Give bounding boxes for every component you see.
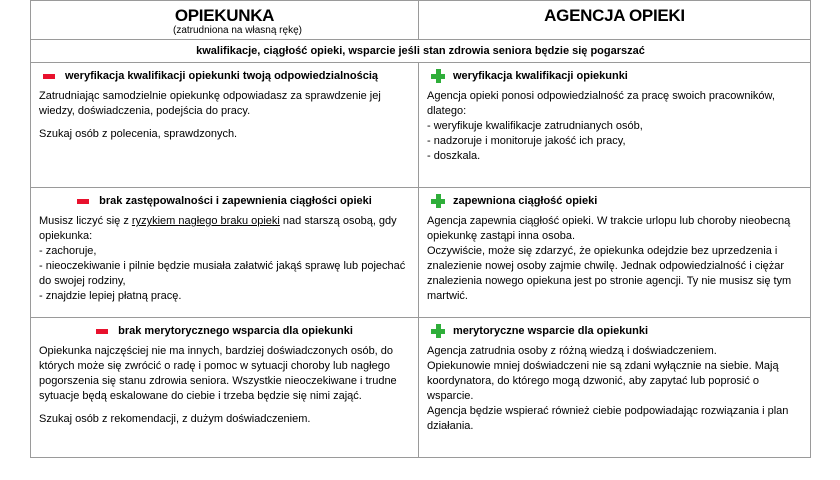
row2-left-p1	[39, 214, 410, 244]
row2-left-line1: - zachoruje,	[39, 245, 97, 257]
row3-left-title	[39, 324, 410, 338]
row1-left-cell	[31, 63, 419, 188]
row3-left-p1: Opiekunka najczęściej nie ma innych, bardziej doświadczonych osób, do których może się zwrócić o radę i pomoc w sytuacji choroby lub nagłego pogorszenia się stanu zdrowia seniora. Wszystkie nieoczekiwane i trudne sytuacje będą eskalowane do ciebie i trzeba będzie się nimi zająć.	[39, 345, 397, 402]
row3-left-cell	[31, 318, 419, 458]
row2-right-title-text: zapewniona ciągłość opieki	[453, 195, 598, 207]
row3-right-title	[427, 324, 802, 338]
header-left-title: OPIEKUNKA	[174, 6, 275, 25]
minus-icon	[43, 74, 55, 79]
row1-left-title	[39, 69, 410, 83]
plus-icon	[431, 194, 445, 208]
row1-right-cell	[419, 63, 811, 188]
row3-right-cell	[419, 318, 811, 458]
subheader: kwalifikacje, ciągłość opieki, wsparcie jeśli stan zdrowia seniora będzie się pogarszać	[31, 40, 811, 63]
row3-right-line1: Agencja zatrudnia osoby z różną wiedzą i doświadczeniem.	[427, 345, 717, 357]
header-agencja	[419, 1, 811, 40]
row1-right-line1: Agencja opieki ponosi odpowiedzialność za pracę swoich pracowników, dlatego:	[427, 90, 775, 117]
row2-left-title	[39, 194, 410, 208]
row1-left-title-text: weryfikacja kwalifikacji opiekunki twoją odpowiedzialnością	[65, 70, 378, 82]
header-right-title: AGENCJA OPIEKI	[544, 6, 685, 25]
plus-icon	[431, 324, 445, 338]
row3-right-line3: Agencja będzie wspierać również ciebie podpowiadając rozwiązania i plan działania.	[427, 405, 789, 432]
header-left-subtitle: (zatrudniona na własną rękę)	[173, 25, 302, 36]
row1-right-line2: - weryfikuje kwalifikacje zatrudnianych osób,	[427, 120, 643, 132]
row1-right-line3: - nadzoruje i monitoruje jakość ich pracy,	[427, 135, 626, 147]
row2-left-p1a: Musisz liczyć się z	[39, 215, 132, 227]
row2-right-title	[427, 194, 802, 208]
row1-left-p1: Zatrudniając samodzielnie opiekunkę odpowiadasz za sprawdzenie jej wiedzy, doświadczenia, podejścia do pracy.	[39, 90, 381, 117]
row1-right-title-text: weryfikacja kwalifikacji opiekunki	[453, 70, 628, 82]
row3-left-title-text: brak merytorycznego wsparcia dla opiekunki	[118, 325, 353, 337]
row2-left-line2: - nieoczekiwanie i pilnie będzie musiała załatwić jakąś sprawę lub pojechać do swojej rodziny,	[39, 260, 406, 287]
row2-right-cell	[419, 188, 811, 318]
row2-left-cell	[31, 188, 419, 318]
header-opiekunka	[31, 1, 419, 40]
plus-icon	[431, 69, 445, 83]
row1-right-line4: - doszkala.	[427, 150, 481, 162]
minus-icon	[77, 199, 89, 204]
comparison-table	[30, 0, 811, 458]
row3-left-p2: Szukaj osób z rekomendacji, z dużym doświadczeniem.	[39, 413, 311, 425]
row2-right-p2: Oczywiście, może się zdarzyć, że opiekunka odejdzie bez uprzedzenia i znalezienie nowej osoby zajmie chwilę. Jednak odpowiedzialność i ciężar znalezienia nowego opiekuna jest po stronie agencji. Ty nie musisz się tym martwić.	[427, 245, 792, 302]
minus-icon	[96, 329, 108, 334]
row2-left-p1b: nad starszą osobą, gdy opiekunka:	[39, 215, 397, 242]
row2-left-title-text: brak zastępowalności i zapewnienia ciągłości opieki	[99, 195, 372, 207]
row2-left-line3: - znajdzie lepiej płatną pracę.	[39, 290, 182, 302]
row3-right-title-text: merytoryczne wsparcie dla opiekunki	[453, 325, 649, 337]
row2-right-p1: Agencja zapewnia ciągłość opieki. W trakcie urlopu lub choroby nieobecną opiekunkę zastąpi inna osoba.	[427, 215, 791, 242]
row2-left-p1-underlined: ryzykiem nagłego braku opieki	[131, 215, 280, 227]
row3-right-line2: Opiekunowie mniej doświadczeni nie są zdani wyłącznie na siebie. Mają koordynatora, do którego mogą dzwonić, aby zapytać lub poprosić o wsparcie.	[427, 360, 779, 402]
row1-left-p2: Szukaj osób z polecenia, sprawdzonych.	[39, 128, 238, 140]
row1-right-title	[427, 69, 802, 83]
